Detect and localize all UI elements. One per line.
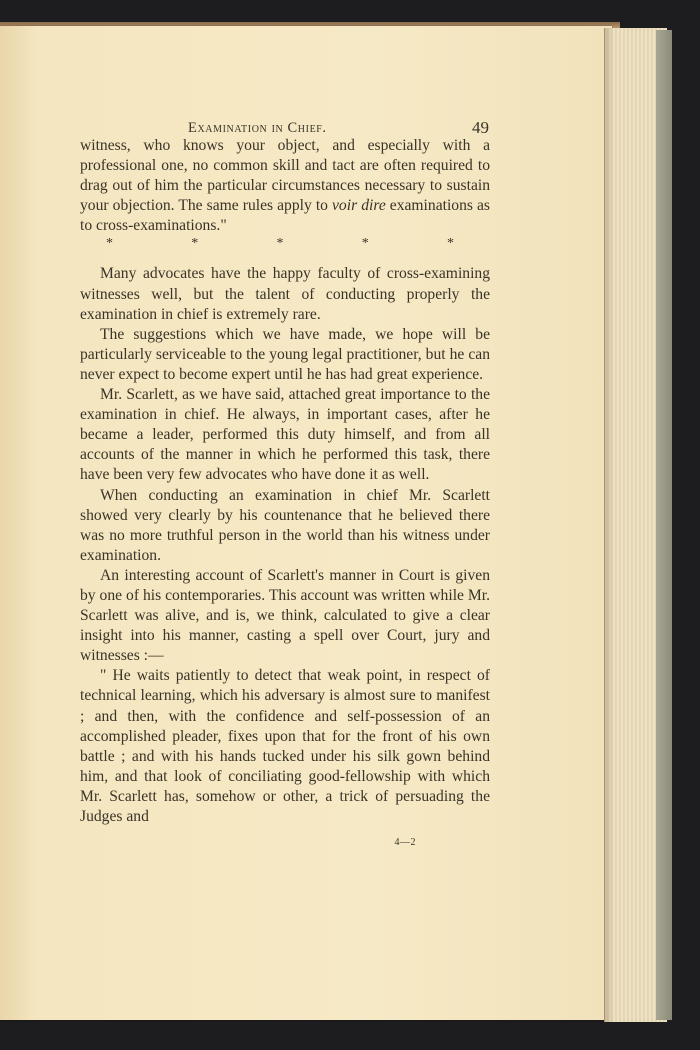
running-head-title: Examination in Chief. xyxy=(188,120,327,136)
paragraph: Mr. Scarlett, as we have said, attached great importance to the examination in chief. He always, in important cases, after he became a leader, performed this duty himself, and from all accounts of the manner in which he performed this task, there have been very few advocates who have done it as well. xyxy=(80,386,490,484)
page-content xyxy=(80,96,490,853)
paragraph: " He waits patiently to detect that weak point, in respect of technical learning, which his adversary is almost sure to manifest ; and then, with the confidence and self-possession of an accomplished pleader, fixes upon that for the front of his own battle ; and with his hands tucked under his silk gown behind him, and that look of conciliating good-fellowship with which Mr. Scarlett has, somehow or other, a trick of persuading the Judges and xyxy=(80,667,490,825)
page-number: 49 xyxy=(472,118,489,137)
paragraph: Many advocates have the happy faculty of cross-examining witnesses well, but the talent of conducting properly the examination in chief is extremely rare. xyxy=(80,265,490,323)
asterism xyxy=(80,236,490,264)
paragraph: When conducting an examination in chief Mr. Scarlett showed very clearly by his countenance that he believed there was no more truthful person in the world than his witness under examination. xyxy=(80,486,490,564)
italic-term: voir dire xyxy=(332,197,386,215)
gutter-shadow xyxy=(604,28,614,1022)
paragraph-continuation: witness, who knows your object, and especially with a professional one, no common skill and tact are often required to drag out of him the particular circumstances necessary to sustain your objection. The same rules apply to voir dire examinations as to cross-examinations." xyxy=(80,137,490,235)
asterisk: * xyxy=(276,236,284,252)
paragraph: The suggestions which we have made, we hope will be particularly serviceable to the young legal practitioner, but he can never expect to become expert until he has had great experience. xyxy=(80,325,490,383)
paragraph: An interesting account of Scarlett's manner in Court is given by one of his contemporaries. This account was written while Mr. Scarlett was alive, and is, we think, calculated to give a clear insight into his manner, casting a spell over Court, jury and witnesses :— xyxy=(80,566,490,665)
signature-mark: 4—2 xyxy=(394,837,416,849)
asterisk: * xyxy=(447,236,454,252)
asterisk: * xyxy=(106,236,113,252)
asterisk: * xyxy=(191,236,199,252)
book-cover-edge xyxy=(656,30,672,1020)
running-head xyxy=(80,96,490,136)
asterisk: * xyxy=(361,236,369,252)
